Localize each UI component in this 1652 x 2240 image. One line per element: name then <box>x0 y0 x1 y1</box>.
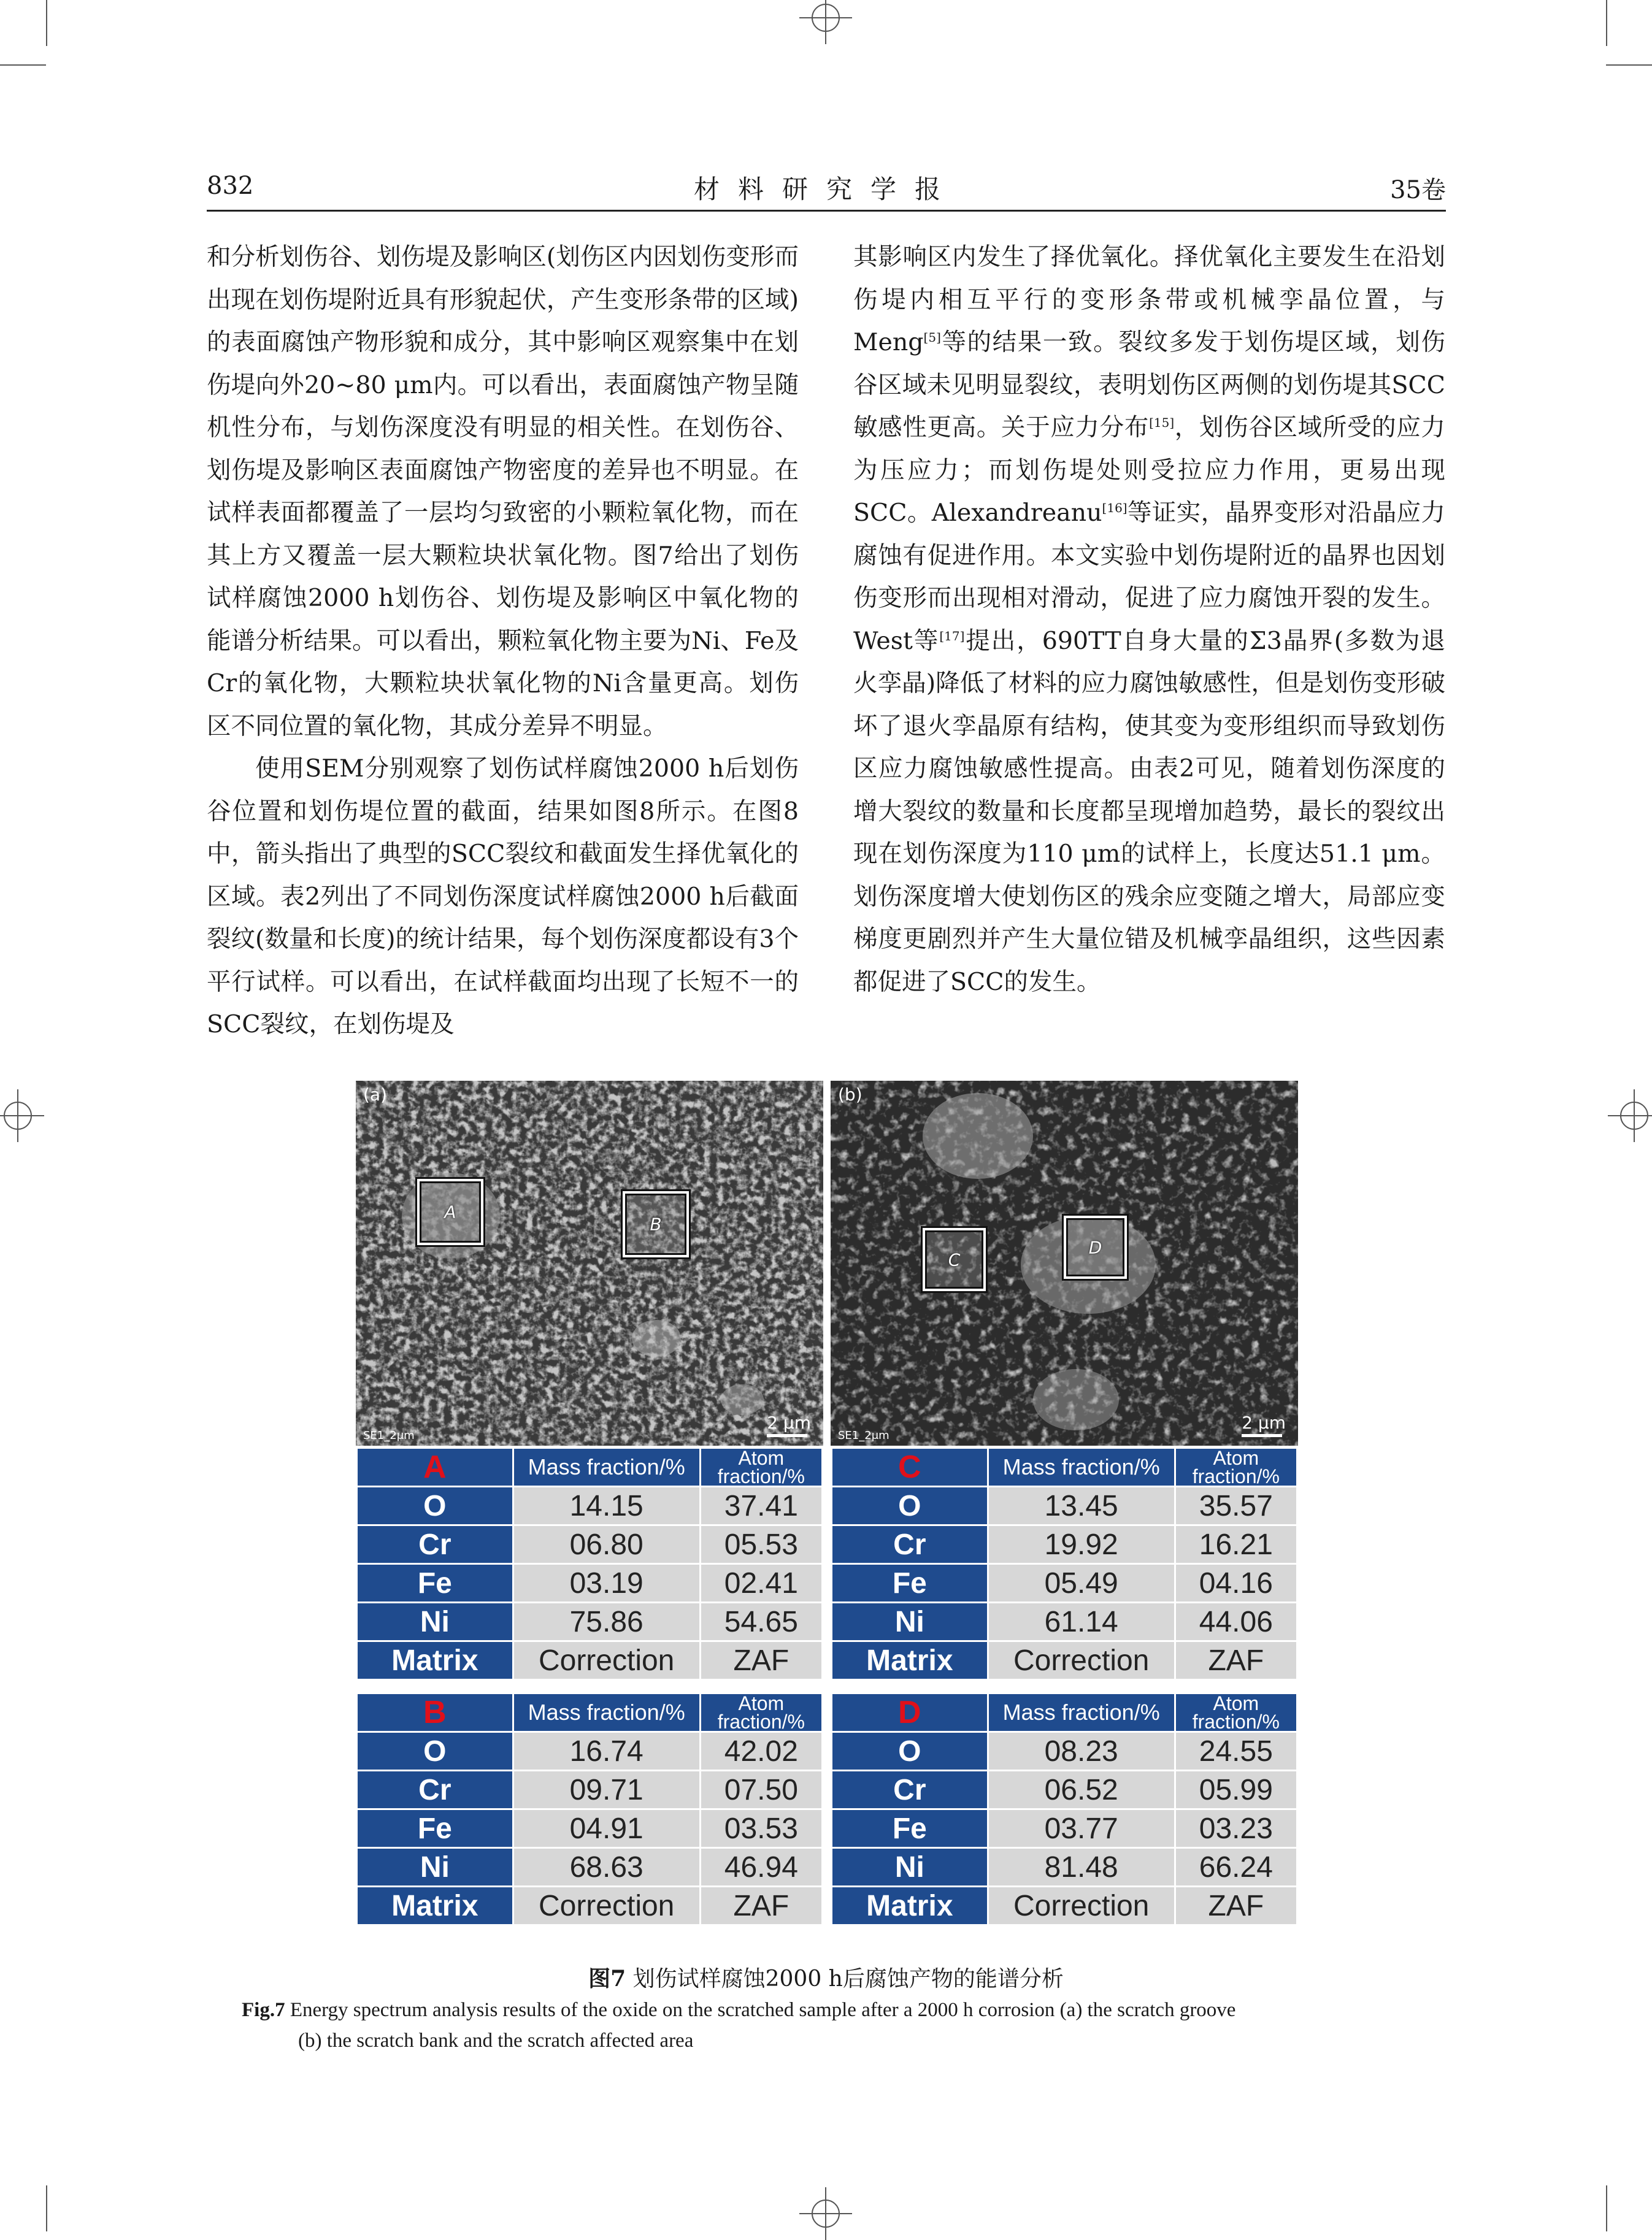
mass-fraction-cell: 14.15 <box>514 1487 699 1524</box>
region-box-c: C <box>923 1228 986 1291</box>
region-letter: A <box>358 1449 512 1486</box>
element-label: Matrix <box>832 1887 987 1924</box>
element-label: Cr <box>358 1526 512 1563</box>
registration-mark <box>0 1089 44 1142</box>
element-label: Matrix <box>358 1642 512 1679</box>
atom-fraction-cell: 24.55 <box>1176 1733 1296 1770</box>
mass-fraction-cell: Correction <box>989 1887 1174 1924</box>
column-header-atom: Atom fraction/% <box>701 1449 821 1486</box>
page-number: 832 <box>207 172 254 200</box>
table-row <box>832 1526 1296 1563</box>
column-header-atom: Atom fraction/% <box>1176 1694 1296 1731</box>
column-header-mass: Mass fraction/% <box>989 1694 1174 1731</box>
element-label: O <box>832 1487 987 1524</box>
column-header-atom: Atom fraction/% <box>1176 1449 1296 1486</box>
figure-caption-en: Fig.7 Energy spectrum analysis results of the oxide on the scratched sample after a 2000 h corrosion (a) the scratch groove (b) the scratch bank and the scratch affected area <box>242 1999 1236 2052</box>
sem-footer: SE1_2μm <box>838 1429 889 1442</box>
eds-table-c <box>831 1447 1298 1681</box>
atom-fraction-cell: 05.53 <box>701 1526 821 1563</box>
table-row <box>358 1887 821 1924</box>
sem-texture <box>356 1081 823 1446</box>
atom-fraction-cell: 54.65 <box>701 1603 821 1640</box>
element-label: Fe <box>358 1810 512 1847</box>
mass-fraction-cell: 03.19 <box>514 1565 699 1601</box>
paragraph: 使用SEM分别观察了划伤试样腐蚀2000 h后划伤谷位置和划伤堤位置的截面，结果如图8所示。在图8中，箭头指出了典型的SCC裂纹和截面发生择优氧化的区域。表2列出了不同划伤深度试样腐蚀2000 h后截面裂纹(数量和长度)的统计结果，每个划伤深度都设有3个平行试样。可以看出，在试样截面均出现了长短不一的SCC裂纹，在划伤堤及 <box>207 754 799 1038</box>
mass-fraction-cell: 13.45 <box>989 1487 1174 1524</box>
mass-fraction-cell: 05.49 <box>989 1565 1174 1601</box>
table-row <box>358 1526 821 1563</box>
table-header-row <box>832 1694 1296 1731</box>
crop-mark <box>1606 2185 1607 2231</box>
table-header-row <box>358 1694 821 1731</box>
table-row <box>832 1565 1296 1601</box>
mass-fraction-cell: Correction <box>514 1887 699 1924</box>
region-box-b: B <box>623 1191 689 1257</box>
atom-fraction-cell: 35.57 <box>1176 1487 1296 1524</box>
column-header-mass: Mass fraction/% <box>514 1694 699 1731</box>
element-label: Fe <box>832 1810 987 1847</box>
column-header-mass: Mass fraction/% <box>989 1449 1174 1486</box>
element-label: Matrix <box>358 1887 512 1924</box>
table-row <box>832 1849 1296 1885</box>
scale-bar: 2 μm <box>1242 1413 1286 1437</box>
column-header-atom: Atom fraction/% <box>701 1694 821 1731</box>
region-letter: D <box>832 1694 987 1731</box>
column-header-mass: Mass fraction/% <box>514 1449 699 1486</box>
atom-fraction-cell: 07.50 <box>701 1771 821 1808</box>
table-row <box>358 1642 821 1679</box>
table-header-row <box>832 1449 1296 1486</box>
element-label: O <box>358 1487 512 1524</box>
mass-fraction-cell: 68.63 <box>514 1849 699 1885</box>
mass-fraction-cell: Correction <box>514 1642 699 1679</box>
mass-fraction-cell: 19.92 <box>989 1526 1174 1563</box>
sem-image-a <box>356 1081 823 1446</box>
element-label: Cr <box>832 1771 987 1808</box>
element-label: Cr <box>832 1526 987 1563</box>
table-row <box>358 1487 821 1524</box>
element-label: O <box>358 1733 512 1770</box>
element-label: Cr <box>358 1771 512 1808</box>
panel-label: (a) <box>363 1084 388 1105</box>
table-row <box>358 1733 821 1770</box>
mass-fraction-cell: 04.91 <box>514 1810 699 1847</box>
table-row <box>832 1733 1296 1770</box>
mass-fraction-cell: 16.74 <box>514 1733 699 1770</box>
citation[interactable]: [16] <box>1102 500 1128 515</box>
figure-caption-cn: 图7 划伤试样腐蚀2000 h后腐蚀产物的能谱分析 <box>588 1966 1064 1992</box>
table-row <box>358 1603 821 1640</box>
atom-fraction-cell: 66.24 <box>1176 1849 1296 1885</box>
mass-fraction-cell: 81.48 <box>989 1849 1174 1885</box>
citation[interactable]: [5] <box>923 329 941 345</box>
atom-fraction-cell: ZAF <box>1176 1642 1296 1679</box>
citation[interactable]: [15] <box>1149 415 1175 430</box>
atom-fraction-cell: 37.41 <box>701 1487 821 1524</box>
region-box-d: D <box>1064 1216 1127 1279</box>
table-row <box>832 1887 1296 1924</box>
table-row <box>832 1642 1296 1679</box>
element-label: Fe <box>358 1565 512 1601</box>
mass-fraction-cell: 75.86 <box>514 1603 699 1640</box>
mass-fraction-cell: 06.80 <box>514 1526 699 1563</box>
panel-label: (b) <box>838 1084 862 1105</box>
region-letter: C <box>832 1449 987 1486</box>
sem-image-b <box>831 1081 1298 1446</box>
table-row <box>832 1487 1296 1524</box>
table-row <box>358 1565 821 1601</box>
eds-table-a <box>356 1447 823 1681</box>
mass-fraction-cell: 08.23 <box>989 1733 1174 1770</box>
table-row <box>832 1771 1296 1808</box>
table-row <box>358 1810 821 1847</box>
mass-fraction-cell: Correction <box>989 1642 1174 1679</box>
region-box-a: A <box>417 1179 483 1245</box>
mass-fraction-cell: 06.52 <box>989 1771 1174 1808</box>
registration-mark <box>799 2187 852 2240</box>
paragraph: 和分析划伤谷、划伤堤及影响区(划伤区内因划伤变形而出现在划伤堤附近具有形貌起伏，产生变形条带的区域)的表面腐蚀产物形貌和成分，其中影响区观察集中在划伤堤向外20~80 μm内。可以看出，表面腐蚀产物呈随机性分布，与划伤深度没有明显的相关性。在划伤谷、划伤堤及影响区表面腐蚀产物密度的差异也不明显。在试样表面都覆盖了一层均匀致密的小颗粒氧化物，而在其上方又覆盖一层大颗粒块状氧化物。图7给出了划伤试样腐蚀2000 h划伤谷、划伤堤及影响区中氧化物的能谱分析结果。可以看出，颗粒氧化物主要为Ni、Fe及Cr的氧化物，大颗粒块状氧化物的Ni含量更高。划伤区不同位置的氧化物，其成分差异不明显。 <box>207 243 799 740</box>
journal-title: 材料研究学报 <box>693 174 959 204</box>
registration-mark <box>1608 1089 1652 1142</box>
element-label: Ni <box>832 1849 987 1885</box>
crop-mark <box>0 64 46 66</box>
citation[interactable]: [17] <box>939 628 965 643</box>
atom-fraction-cell: 05.99 <box>1176 1771 1296 1808</box>
atom-fraction-cell: 03.23 <box>1176 1810 1296 1847</box>
atom-fraction-cell: 44.06 <box>1176 1603 1296 1640</box>
crop-mark <box>1606 0 1607 46</box>
sem-footer: SE1_2μm <box>363 1429 415 1442</box>
table-row <box>358 1849 821 1885</box>
atom-fraction-cell: 02.41 <box>701 1565 821 1601</box>
atom-fraction-cell: 04.16 <box>1176 1565 1296 1601</box>
atom-fraction-cell: 03.53 <box>701 1810 821 1847</box>
scale-bar: 2 μm <box>767 1413 811 1437</box>
element-label: Ni <box>358 1849 512 1885</box>
element-label: Ni <box>358 1603 512 1640</box>
atom-fraction-cell: 46.94 <box>701 1849 821 1885</box>
mass-fraction-cell: 09.71 <box>514 1771 699 1808</box>
crop-mark <box>46 2185 47 2231</box>
table-row <box>832 1810 1296 1847</box>
running-header <box>207 167 1446 212</box>
element-label: Fe <box>832 1565 987 1601</box>
element-label: Matrix <box>832 1642 987 1679</box>
element-label: Ni <box>832 1603 987 1640</box>
crop-mark <box>1606 64 1652 66</box>
eds-table-b <box>356 1692 823 1926</box>
left-column <box>207 236 799 1046</box>
right-column <box>853 236 1445 1003</box>
mass-fraction-cell: 03.77 <box>989 1810 1174 1847</box>
atom-fraction-cell: ZAF <box>1176 1887 1296 1924</box>
atom-fraction-cell: ZAF <box>701 1642 821 1679</box>
table-header-row <box>358 1449 821 1486</box>
atom-fraction-cell: 16.21 <box>1176 1526 1296 1563</box>
crop-mark <box>46 0 47 46</box>
mass-fraction-cell: 61.14 <box>989 1603 1174 1640</box>
atom-fraction-cell: 42.02 <box>701 1733 821 1770</box>
region-letter: B <box>358 1694 512 1731</box>
element-label: O <box>832 1733 987 1770</box>
volume-label: 35卷 <box>1390 176 1446 204</box>
paragraph: 其影响区内发生了择优氧化。择优氧化主要发生在沿划伤堤内相互平行的变形条带或机械孪晶位置，与Meng[5]等的结果一致。裂纹多发于划伤堤区域，划伤谷区域未见明显裂纹，表明划伤区两侧的划伤堤其SCC敏感性更高。关于应力分布[15]，划伤谷区域所受的应力为压应力；而划伤堤处则受拉应力作用，更易出现SCC。Alexandreanu[16]等证实，晶界变形对沿晶应力腐蚀有促进作用。本文实验中划伤堤附近的晶界也因划伤变形而出现相对滑动，促进了应力腐蚀开裂的发生。West等[17]提出，690TT自身大量的Σ3晶界(多数为退火孪晶)降低了材料的应力腐蚀敏感性，但是划伤变形破坏了退火孪晶原有结构，使其变为变形组织而导致划伤区应力腐蚀敏感性提高。由表2可见，随着划伤深度的增大裂纹的数量和长度都呈现增加趋势，最长的裂纹出现在划伤深度为110 μm的试样上，长度达51.1 μm。划伤深度增大使划伤区的残余应变随之增大，局部应变梯度更剧烈并产生大量位错及机械孪晶组织，这些因素都促进了SCC的发生。 <box>853 243 1446 996</box>
registration-mark <box>799 0 852 44</box>
table-row <box>358 1771 821 1808</box>
table-row <box>832 1603 1296 1640</box>
eds-table-d <box>831 1692 1298 1926</box>
atom-fraction-cell: ZAF <box>701 1887 821 1924</box>
